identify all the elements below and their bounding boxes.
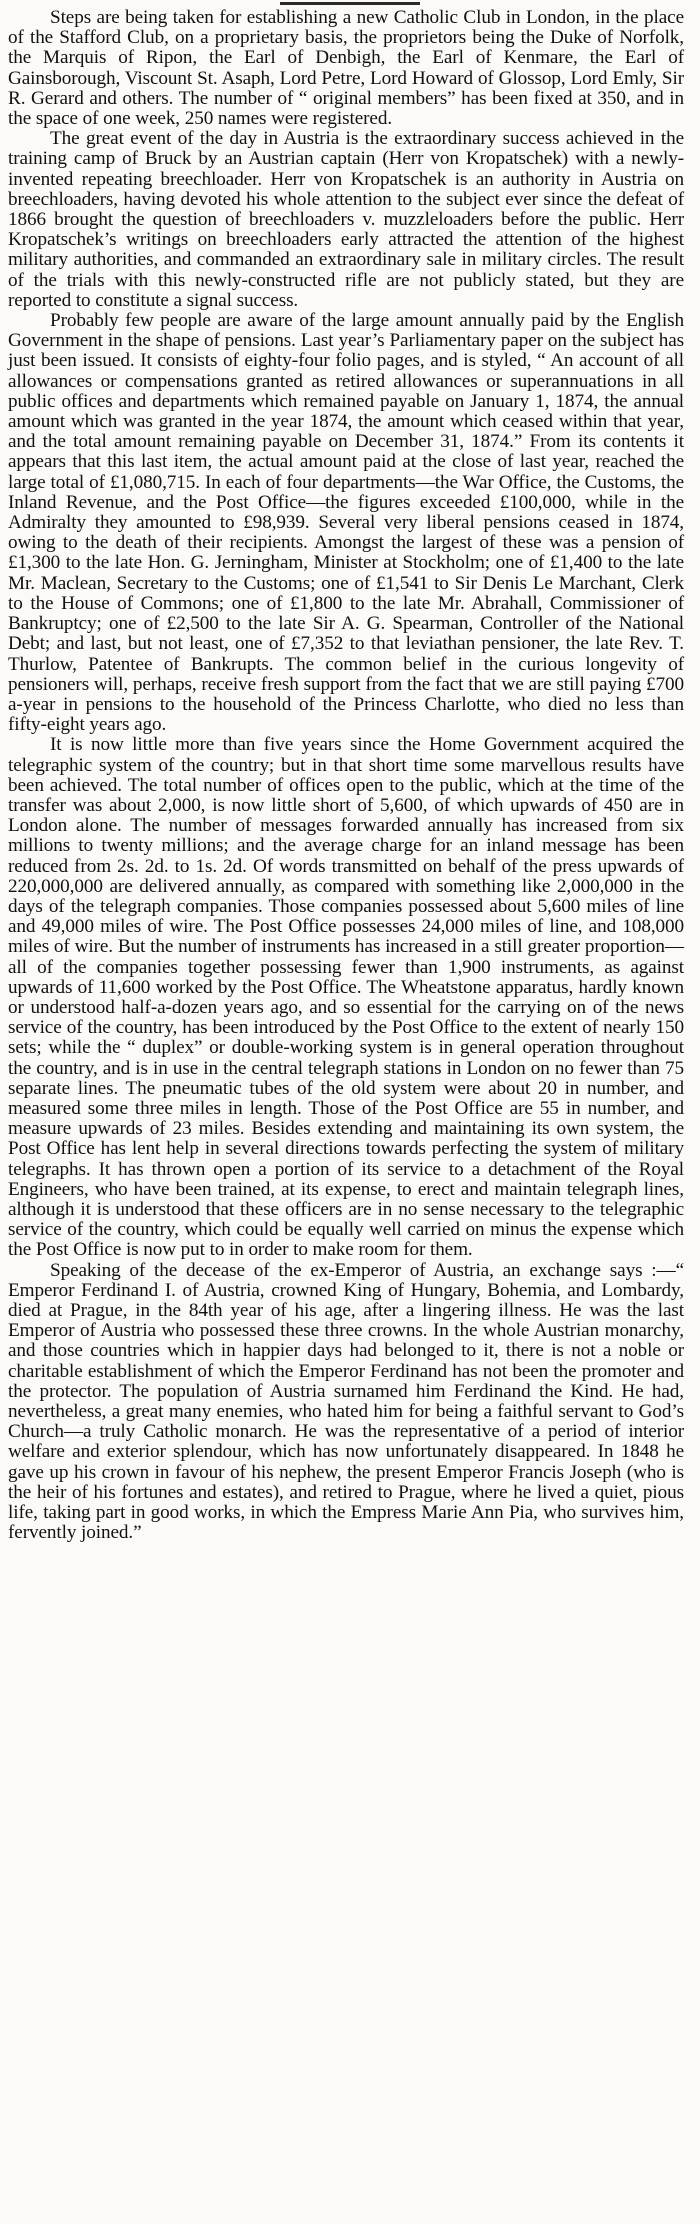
paragraph-emperor-ferdinand: Speaking of the decease of the ex-Emperor of Austria, an exchange says :—“ Emperor Ferdinand I. of Austria, crowned King of Hungary, Bohemia, and Lombardy, died at Prague, in the 84th year of his age, after a lingering illness. He was the last Emperor of Austria who possessed these three crowns. In the whole Austrian monarchy, and those countries which in happier days had belonged to it, there is not a noble or charitable establishment of which the Emperor Ferdinand has not been the promoter and the protector. The population of Austria surnamed him Ferdinand the Kind. He had, nevertheless, a great many enemies, who hated him for being a faithful servant to God’s Church—a truly Catholic monarch. He was the representative of a period of interior welfare and exterior splendour, which has now unfortunately disappeared. In 1848 he gave up his crown in favour of his nephew, the present Emperor Francis Joseph (who is the heir of his fortunes and estates), and retired to Prague, where he lived a quiet, pious life, taking part in good works, in which the Empress Marie Ann Pia, who survives him, fervently joined.” bbox=[8, 1259, 684, 1544]
paragraph-austrian-breechloader: The great event of the day in Austria is the extraordinary success achieved in the training camp of Bruck by an Austrian captain (Herr von Kropatschek) with a newly-invented repeating breechloader. Herr von Kropatschek is an authority in Austria on breechloaders, having devoted his whole attention to the subject ever since the defeat of 1866 brought the question of breechloaders v. muzzleloaders before the public. Herr Kropatschek’s writings on breechloaders early attracted the attention of the highest military authorities, and commanded an extraordinary sale in military circles. The result of the trials with this newly-constructed rifle are not publicly stated, but they are reported to constitute a signal success. bbox=[8, 128, 684, 311]
article-column bbox=[8, 8, 684, 1543]
paragraph-catholic-club: Steps are being taken for establishing a new Catholic Club in London, in the place of the Stafford Club, on a proprietary basis, the proprietors being the Duke of Norfolk, the Marquis of Ripon, the Earl of Denbigh, the Earl of Kenmare, the Earl of Gainsborough, Viscount St. Asaph, Lord Petre, Lord Howard of Glossop, Lord Emly, Sir R. Gerard and others. The number of “ original members” has been fixed at 350, and in the space of one week, 250 names were registered. bbox=[8, 7, 684, 130]
paragraph-telegraph-system: It is now little more than five years since the Home Government acquired the telegraphic system of the country; but in that short time some marvellous results have been achieved. The total number of offices open to the public, which at the time of the transfer was about 2,000, is now little short of 5,600, of which upwards of 450 are in London alone. The number of messages forwarded annually has increased from six millions to twenty millions; and the average charge for an inland message has been reduced from 2s. 2d. to 1s. 2d. Of words transmitted on behalf of the press upwards of 220,000,000 are delivered annually, as compared with something like 2,000,000 in the days of the telegraph companies. Those companies possessed about 5,600 miles of line and 49,000 miles of wire. The Post Office possesses 24,000 miles of line, and 108,000 miles of wire. But the number of instruments has increased in a still greater proportion—all of the companies together possessing fewer than 1,900 instruments, as against upwards of 11,600 worked by the Post Office. The Wheatstone apparatus, hardly known or understood half-a-dozen years ago, and so essential for the carrying on of the news service of the country, has been introduced by the Post Office to the extent of nearly 150 sets; while the “ duplex” or double-working system is in general operation throughout the country, and is in use in the central telegraph stations in London on no fewer than 75 separate lines. The pneumatic tubes of the old system were about 20 in number, and measured some three miles in length. Those of the Post Office are 55 in number, and measure upwards of 23 miles. Besides extending and maintaining its own system, the Post Office has lent help in several directions towards perfecting the system of military telegraphs. It has thrown open a portion of its service to a detachment of the Royal Engineers, who have been trained, at its expense, to erect and maintain telegraph lines, although it is understood that these officers are in no sense necessary to the telegraphic service of the country, which could be equally well carried on minus the expense which the Post Office is now put to in order to make room for them. bbox=[8, 734, 684, 1261]
paragraph-government-pensions: Probably few people are aware of the large amount annually paid by the English Government in the shape of pensions. Last year’s Parliamentary paper on the subject has just been issued. It consists of eighty-four folio pages, and is styled, “ An account of all allowances or compensations granted as retired allowances or superannuations in all public offices and departments which remained payable on January 1, 1874, the annual amount which was granted in the year 1874, the amount which ceased within that year, and the total amount remaining payable on December 31, 1874.” From its contents it appears that this last item, the actual amount paid at the close of last year, reached the large total of £1,080,715. In each of four departments—the War Office, the Customs, the Inland Revenue, and the Post Office—the figures exceeded £100,000, while in the Admiralty they amounted to £98,939. Several very liberal pensions ceased in 1874, owing to the death of their recipients. Amongst the largest of these was a pension of £1,300 to the late Hon. G. Jerningham, Minister at Stockholm; one of £1,400 to the late Mr. Maclean, Secretary to the Customs; one of £1,541 to Sir Denis Le Marchant, Clerk to the House of Commons; one of £1,800 to the late Mr. Abrahall, Commissioner of Bankruptcy; one of £2,500 to the late Sir A. G. Spearman, Controller of the National Debt; and last, but not least, one of £7,352 to that leviathan pensioner, the late Rev. T. Thurlow, Patentee of Bankrupts. The common belief in the curious longevity of pensioners will, perhaps, receive fresh support from the fact that we are still paying £700 a-year in pensions to the household of the Princess Charlotte, who died no less than fifty-eight years ago. bbox=[8, 310, 684, 736]
column-separator-rule bbox=[280, 2, 420, 5]
